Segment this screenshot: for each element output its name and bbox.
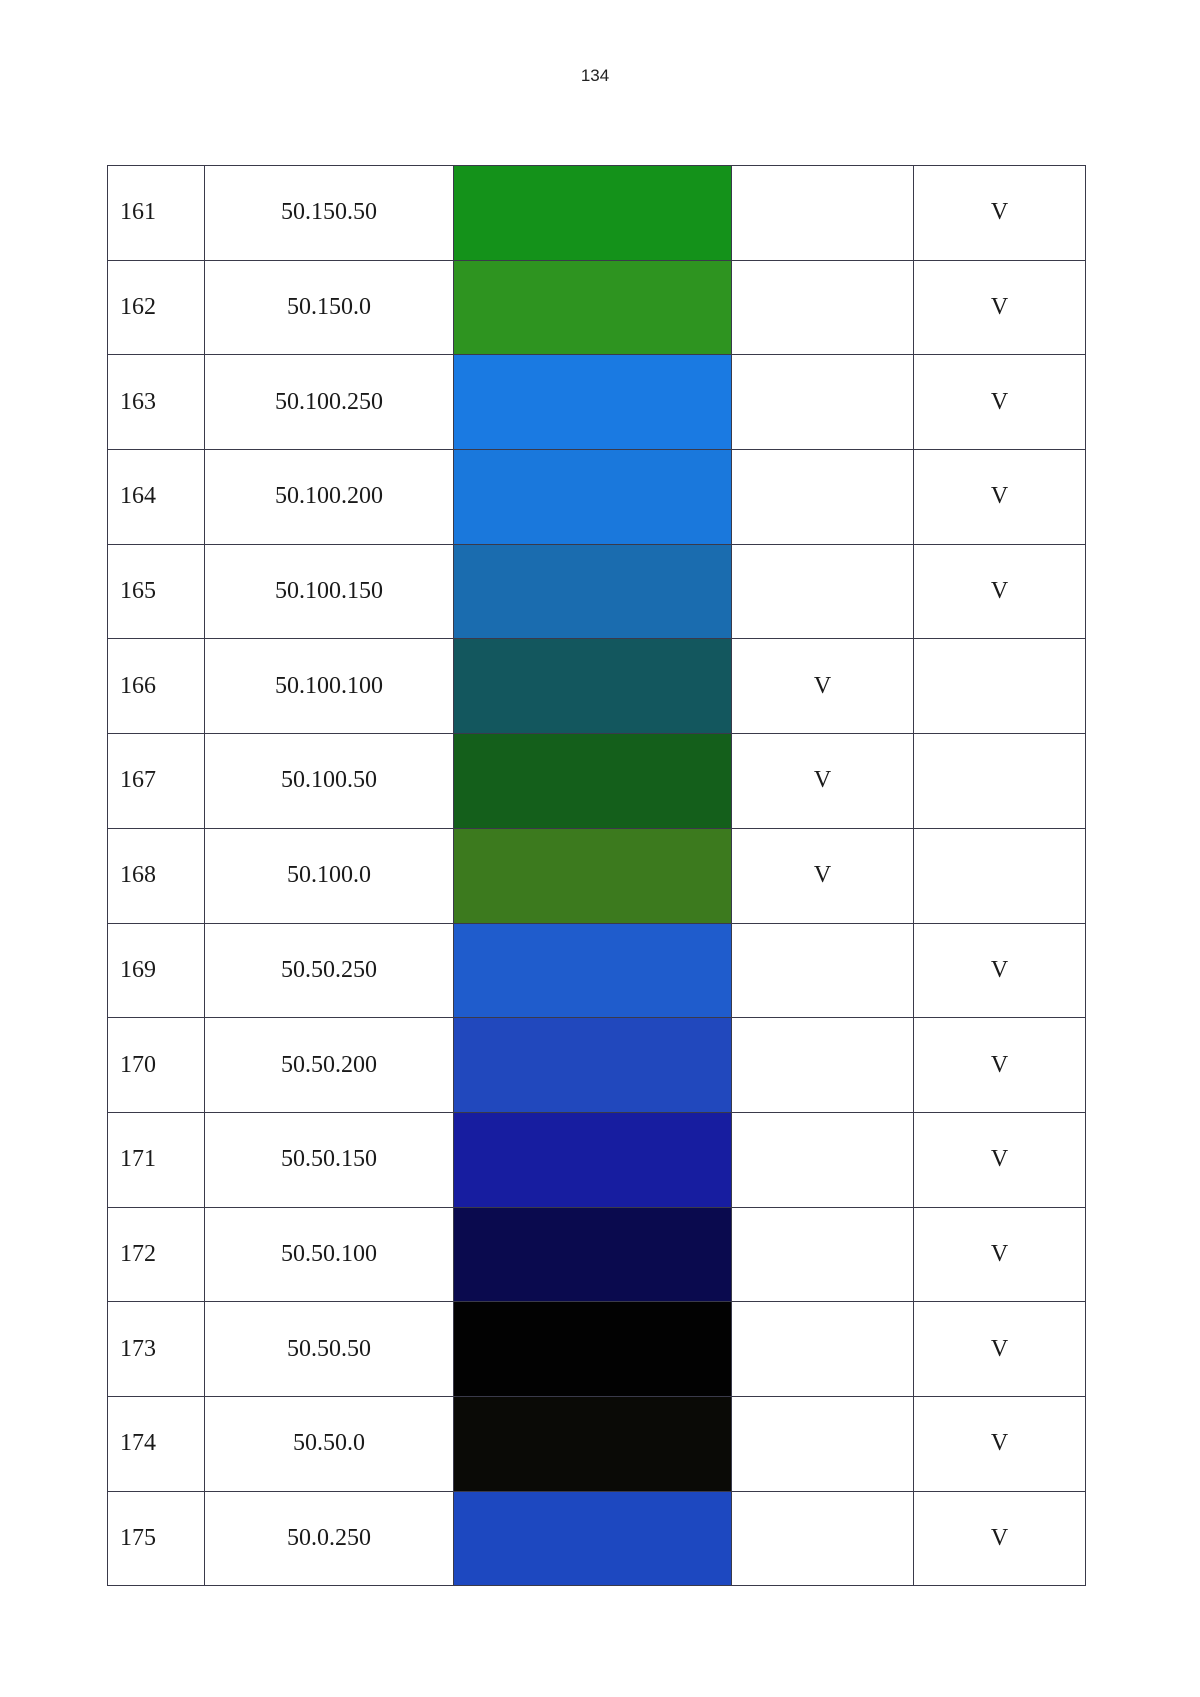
table-row bbox=[108, 1302, 1086, 1397]
row-number: 169 bbox=[108, 923, 205, 1018]
rgb-value: 50.50.100 bbox=[205, 1207, 454, 1302]
color-swatch bbox=[454, 1396, 732, 1491]
row-number: 171 bbox=[108, 1112, 205, 1207]
mark-column-b: V bbox=[914, 1396, 1086, 1491]
color-swatch bbox=[454, 828, 732, 923]
row-number: 168 bbox=[108, 828, 205, 923]
mark-column-b bbox=[914, 828, 1086, 923]
color-swatch bbox=[454, 1302, 732, 1397]
mark-column-a bbox=[732, 1396, 914, 1491]
row-number: 175 bbox=[108, 1491, 205, 1586]
mark-column-b: V bbox=[914, 1491, 1086, 1586]
row-number: 172 bbox=[108, 1207, 205, 1302]
mark-column-a: V bbox=[732, 828, 914, 923]
mark-column-b: V bbox=[914, 450, 1086, 545]
mark-column-a bbox=[732, 355, 914, 450]
mark-column-b bbox=[914, 639, 1086, 734]
table-row bbox=[108, 1207, 1086, 1302]
color-swatch bbox=[454, 450, 732, 545]
rgb-value: 50.50.250 bbox=[205, 923, 454, 1018]
page-number: 134 bbox=[580, 66, 610, 85]
mark-column-b: V bbox=[914, 923, 1086, 1018]
color-swatch bbox=[454, 1112, 732, 1207]
mark-column-b: V bbox=[914, 1207, 1086, 1302]
color-swatch bbox=[454, 1207, 732, 1302]
mark-column-a: V bbox=[732, 734, 914, 829]
rgb-value: 50.150.0 bbox=[205, 260, 454, 355]
mark-column-b: V bbox=[914, 355, 1086, 450]
mark-column-a bbox=[732, 1302, 914, 1397]
mark-column-b: V bbox=[914, 544, 1086, 639]
mark-column-a: V bbox=[732, 639, 914, 734]
rgb-value: 50.50.50 bbox=[205, 1302, 454, 1397]
mark-column-b: V bbox=[914, 166, 1086, 261]
color-swatch bbox=[454, 639, 732, 734]
rgb-value: 50.0.250 bbox=[205, 1491, 454, 1586]
table-row bbox=[108, 355, 1086, 450]
rgb-value: 50.100.250 bbox=[205, 355, 454, 450]
color-swatch bbox=[454, 923, 732, 1018]
rgb-value: 50.50.200 bbox=[205, 1018, 454, 1113]
mark-column-a bbox=[732, 1491, 914, 1586]
table-row bbox=[108, 639, 1086, 734]
table-row bbox=[108, 1396, 1086, 1491]
color-swatch bbox=[454, 166, 732, 261]
row-number: 167 bbox=[108, 734, 205, 829]
mark-column-b: V bbox=[914, 1018, 1086, 1113]
mark-column-b: V bbox=[914, 1112, 1086, 1207]
table-row bbox=[108, 1018, 1086, 1113]
mark-column-a bbox=[732, 1112, 914, 1207]
row-number: 166 bbox=[108, 639, 205, 734]
row-number: 161 bbox=[108, 166, 205, 261]
row-number: 164 bbox=[108, 450, 205, 545]
table-row bbox=[108, 828, 1086, 923]
mark-column-a bbox=[732, 260, 914, 355]
row-number: 163 bbox=[108, 355, 205, 450]
mark-column-a bbox=[732, 544, 914, 639]
row-number: 162 bbox=[108, 260, 205, 355]
mark-column-a bbox=[732, 166, 914, 261]
mark-column-a bbox=[732, 923, 914, 1018]
row-number: 173 bbox=[108, 1302, 205, 1397]
color-swatch bbox=[454, 355, 732, 450]
color-swatch bbox=[454, 1018, 732, 1113]
row-number: 170 bbox=[108, 1018, 205, 1113]
table-body bbox=[108, 166, 1086, 1586]
rgb-value: 50.50.150 bbox=[205, 1112, 454, 1207]
table-row bbox=[108, 734, 1086, 829]
rgb-value: 50.100.150 bbox=[205, 544, 454, 639]
table-row bbox=[108, 1112, 1086, 1207]
mark-column-b: V bbox=[914, 260, 1086, 355]
rgb-value: 50.100.100 bbox=[205, 639, 454, 734]
table-row bbox=[108, 923, 1086, 1018]
color-sample-table bbox=[107, 165, 1086, 1586]
rgb-value: 50.100.50 bbox=[205, 734, 454, 829]
color-swatch bbox=[454, 1491, 732, 1586]
row-number: 165 bbox=[108, 544, 205, 639]
table-row bbox=[108, 450, 1086, 545]
table-row bbox=[108, 166, 1086, 261]
color-swatch bbox=[454, 260, 732, 355]
rgb-value: 50.100.200 bbox=[205, 450, 454, 545]
rgb-value: 50.100.0 bbox=[205, 828, 454, 923]
row-number: 174 bbox=[108, 1396, 205, 1491]
mark-column-a bbox=[732, 1018, 914, 1113]
table-row bbox=[108, 544, 1086, 639]
mark-column-a bbox=[732, 1207, 914, 1302]
mark-column-b bbox=[914, 734, 1086, 829]
mark-column-a bbox=[732, 450, 914, 545]
color-swatch bbox=[454, 734, 732, 829]
table-row bbox=[108, 1491, 1086, 1586]
mark-column-b: V bbox=[914, 1302, 1086, 1397]
color-swatch bbox=[454, 544, 732, 639]
rgb-value: 50.50.0 bbox=[205, 1396, 454, 1491]
table-row bbox=[108, 260, 1086, 355]
rgb-value: 50.150.50 bbox=[205, 166, 454, 261]
